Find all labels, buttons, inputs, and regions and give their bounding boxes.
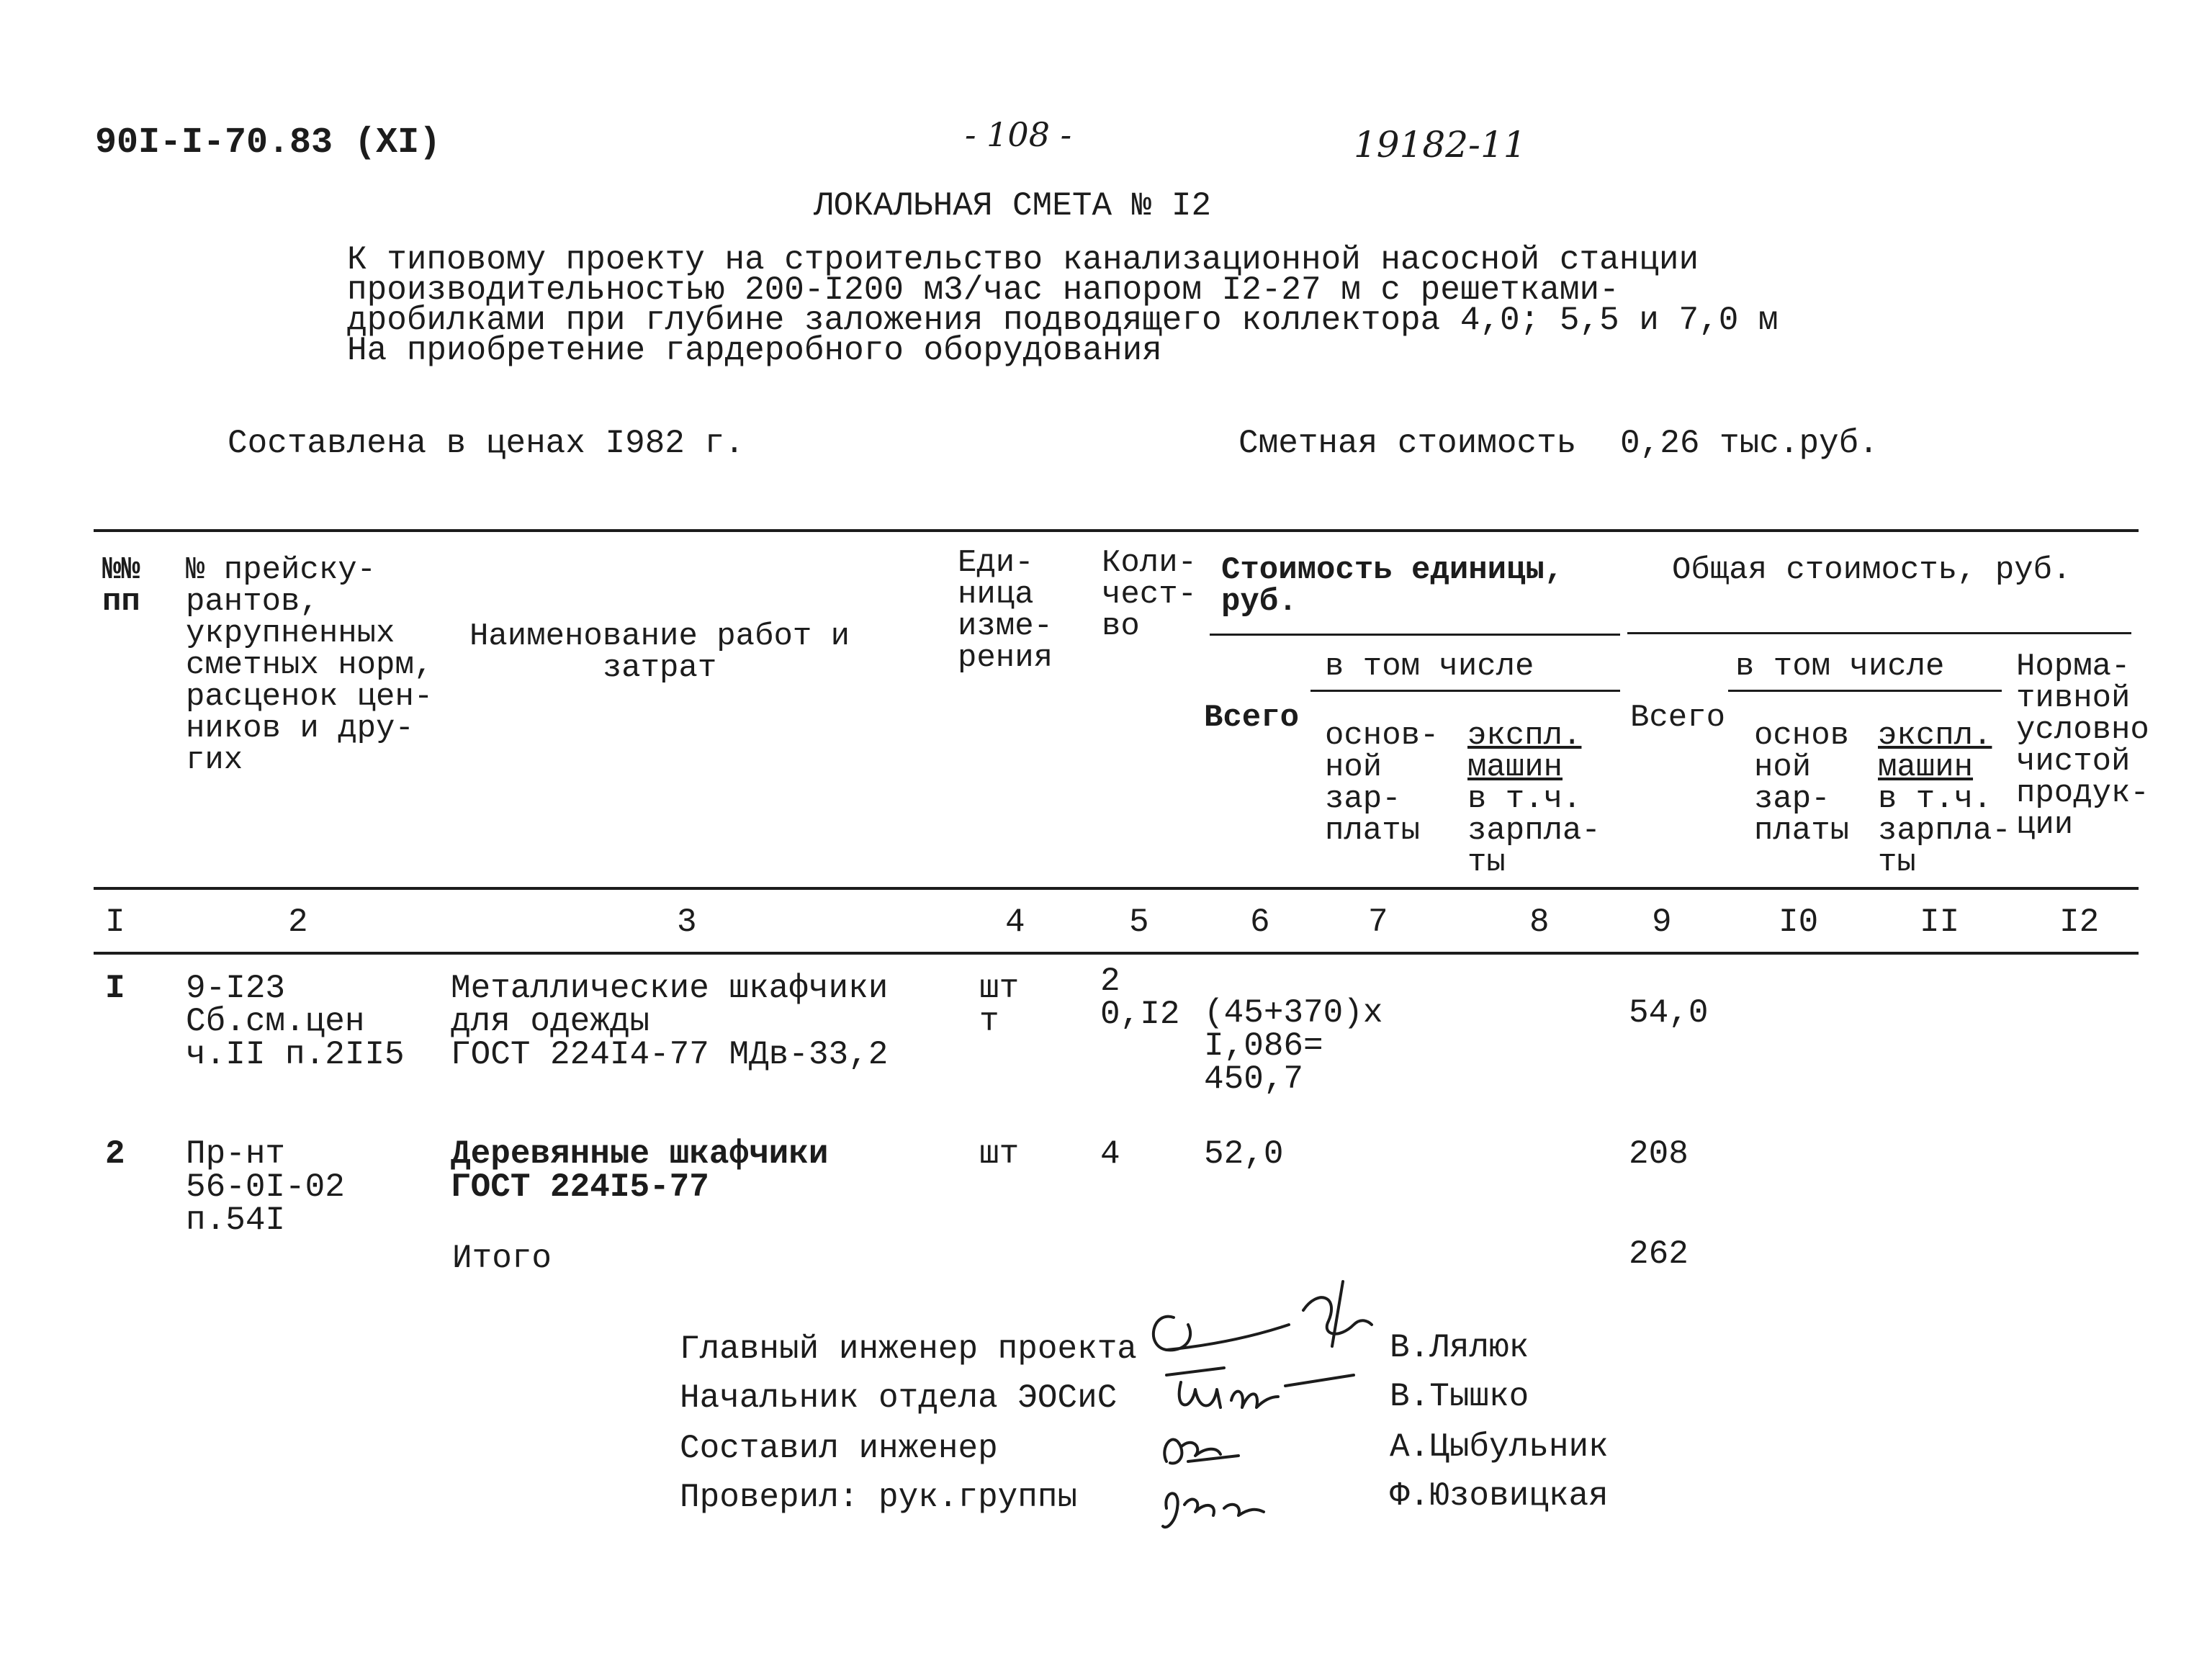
incl-total-subrule bbox=[1728, 690, 2002, 692]
column-number: 7 bbox=[1368, 904, 1388, 941]
subtitle-line-1: К типовому проекту на строительство канализационной насосной станции bbox=[347, 241, 1699, 279]
header-col-unit-total: Всего bbox=[1204, 700, 1300, 736]
signature-name: Ф.Юзовицкая bbox=[1390, 1477, 1609, 1515]
header-col-total-machines-wage: в т.ч. зарпла- ты bbox=[1878, 781, 2011, 880]
header-col-num: №№ пп bbox=[102, 552, 140, 620]
row-1-quantity: 2 0,I2 bbox=[1100, 963, 1180, 1033]
row-2-reference: Пр-нт 56-0I-02 п.54I bbox=[186, 1135, 345, 1239]
estimate-cost-value: 0,26 тыс.руб. bbox=[1620, 425, 1879, 462]
header-col-net-production: Норма- тивной условно чистой продук- ции bbox=[2016, 649, 2149, 843]
column-number: 4 bbox=[1005, 904, 1025, 941]
header-col-qty: Коли- чест- во bbox=[1102, 545, 1197, 644]
header-col-total: Всего bbox=[1630, 700, 1726, 736]
header-col-total-machines: экспл. машин bbox=[1878, 718, 1992, 785]
table-top-rule bbox=[94, 529, 2139, 532]
unit-cost-subrule bbox=[1210, 634, 1620, 636]
header-incl-total: в том числе bbox=[1735, 649, 1945, 685]
column-number: I2 bbox=[2059, 904, 2100, 941]
header-bottom-rule bbox=[94, 887, 2139, 890]
signature-role: Проверил: рук.группы bbox=[680, 1479, 1078, 1516]
column-number: 3 bbox=[677, 904, 697, 941]
row-1-unit: шт т bbox=[979, 970, 1020, 1040]
document-code: 90I-I-70.83 (XI) bbox=[95, 122, 441, 163]
column-number: 2 bbox=[288, 904, 308, 941]
signature-name: В.Лялюк bbox=[1390, 1329, 1529, 1366]
header-col-name: Наименование работ и затрат bbox=[469, 618, 850, 686]
header-incl-unit: в том числе bbox=[1325, 649, 1534, 685]
header-col-unit-machines-wage: в т.ч. зарпла- ты bbox=[1467, 781, 1601, 880]
header-unit-cost: Стоимость единицы, руб. bbox=[1221, 552, 1564, 620]
incl-unit-subrule bbox=[1310, 690, 1620, 692]
column-number: 9 bbox=[1652, 904, 1672, 941]
itogo-label: Итого bbox=[452, 1240, 552, 1277]
column-number: 6 bbox=[1250, 904, 1270, 941]
row-2-total: 208 bbox=[1629, 1135, 1689, 1173]
row-1-number: I bbox=[105, 970, 125, 1007]
column-number: 8 bbox=[1529, 904, 1550, 941]
handwritten-signatures bbox=[1123, 1267, 1426, 1541]
subtitle-line-3: дробилками при глубине заложения подводящего коллектора 4,0; 5,5 и 7,0 м bbox=[347, 302, 1779, 339]
row-2-quantity: 4 bbox=[1100, 1135, 1120, 1173]
column-number: 5 bbox=[1129, 904, 1149, 941]
numbers-bottom-rule bbox=[94, 952, 2139, 955]
row-1-reference: 9-I23 Сб.см.цен ч.II п.2II5 bbox=[186, 970, 405, 1073]
row-1-name: Металлические шкафчики для одежды ГОСТ 224I4-77 МДв-33,2 bbox=[451, 970, 889, 1073]
row-2-unit-total: 52,0 bbox=[1204, 1135, 1284, 1173]
signature-chief-engineer bbox=[1154, 1281, 1372, 1350]
signature-name: В.Тышко bbox=[1390, 1378, 1529, 1415]
header-col-unit-machines: экспл. машин bbox=[1467, 718, 1582, 785]
header-col-ref: № прейску- рантов, укрупненных сметных норм, расценок цен- ников и дру- гих bbox=[186, 552, 433, 778]
signature-checker bbox=[1163, 1493, 1264, 1527]
subtitle-line-2: производительностью 200-I200 м3/час напором I2-27 м с решетками- bbox=[347, 271, 1619, 309]
header-total-cost: Общая стоимость, руб. bbox=[1672, 552, 2072, 588]
page-number: - 108 - bbox=[965, 115, 1072, 154]
row-1-total: 54,0 bbox=[1629, 994, 1709, 1032]
estimate-cost-label: Сметная стоимость bbox=[1238, 425, 1577, 462]
signature-department-head bbox=[1166, 1368, 1354, 1407]
signature-name: А.Цыбульник bbox=[1390, 1428, 1609, 1466]
signature-role: Главный инженер проекта bbox=[680, 1330, 1137, 1368]
signature-role: Составил инженер bbox=[680, 1430, 998, 1467]
header-col-unit-wage: основ- ной зар- платы bbox=[1325, 718, 1439, 849]
total-cost-subrule bbox=[1627, 632, 2131, 634]
row-2-name: Деревянные шкафчики ГОСТ 224I5-77 bbox=[451, 1135, 829, 1206]
column-number: I0 bbox=[1779, 904, 1819, 941]
signature-compiler bbox=[1164, 1440, 1238, 1464]
prices-basis: Составлена в ценах I982 г. bbox=[228, 425, 745, 462]
column-number: I bbox=[105, 904, 125, 941]
row-2-number: 2 bbox=[105, 1135, 125, 1173]
subtitle-line-4: На приобретение гардеробного оборудования bbox=[347, 332, 1162, 369]
itogo-value: 262 bbox=[1629, 1235, 1689, 1273]
header-col-unit: Еди- ница изме- рения bbox=[958, 545, 1053, 676]
column-number: II bbox=[1920, 904, 1960, 941]
header-col-total-wage: основ ной зар- платы bbox=[1754, 718, 1850, 849]
document-title: ЛОКАЛЬНАЯ СМЕТА № I2 bbox=[814, 187, 1212, 225]
archive-number: 19182-11 bbox=[1354, 124, 1527, 166]
row-2-unit: шт bbox=[979, 1135, 1020, 1173]
signature-role: Начальник отдела ЭОСиС bbox=[680, 1379, 1118, 1417]
row-1-unit-total: (45+370)х I,086= 450,7 bbox=[1204, 994, 1383, 1098]
